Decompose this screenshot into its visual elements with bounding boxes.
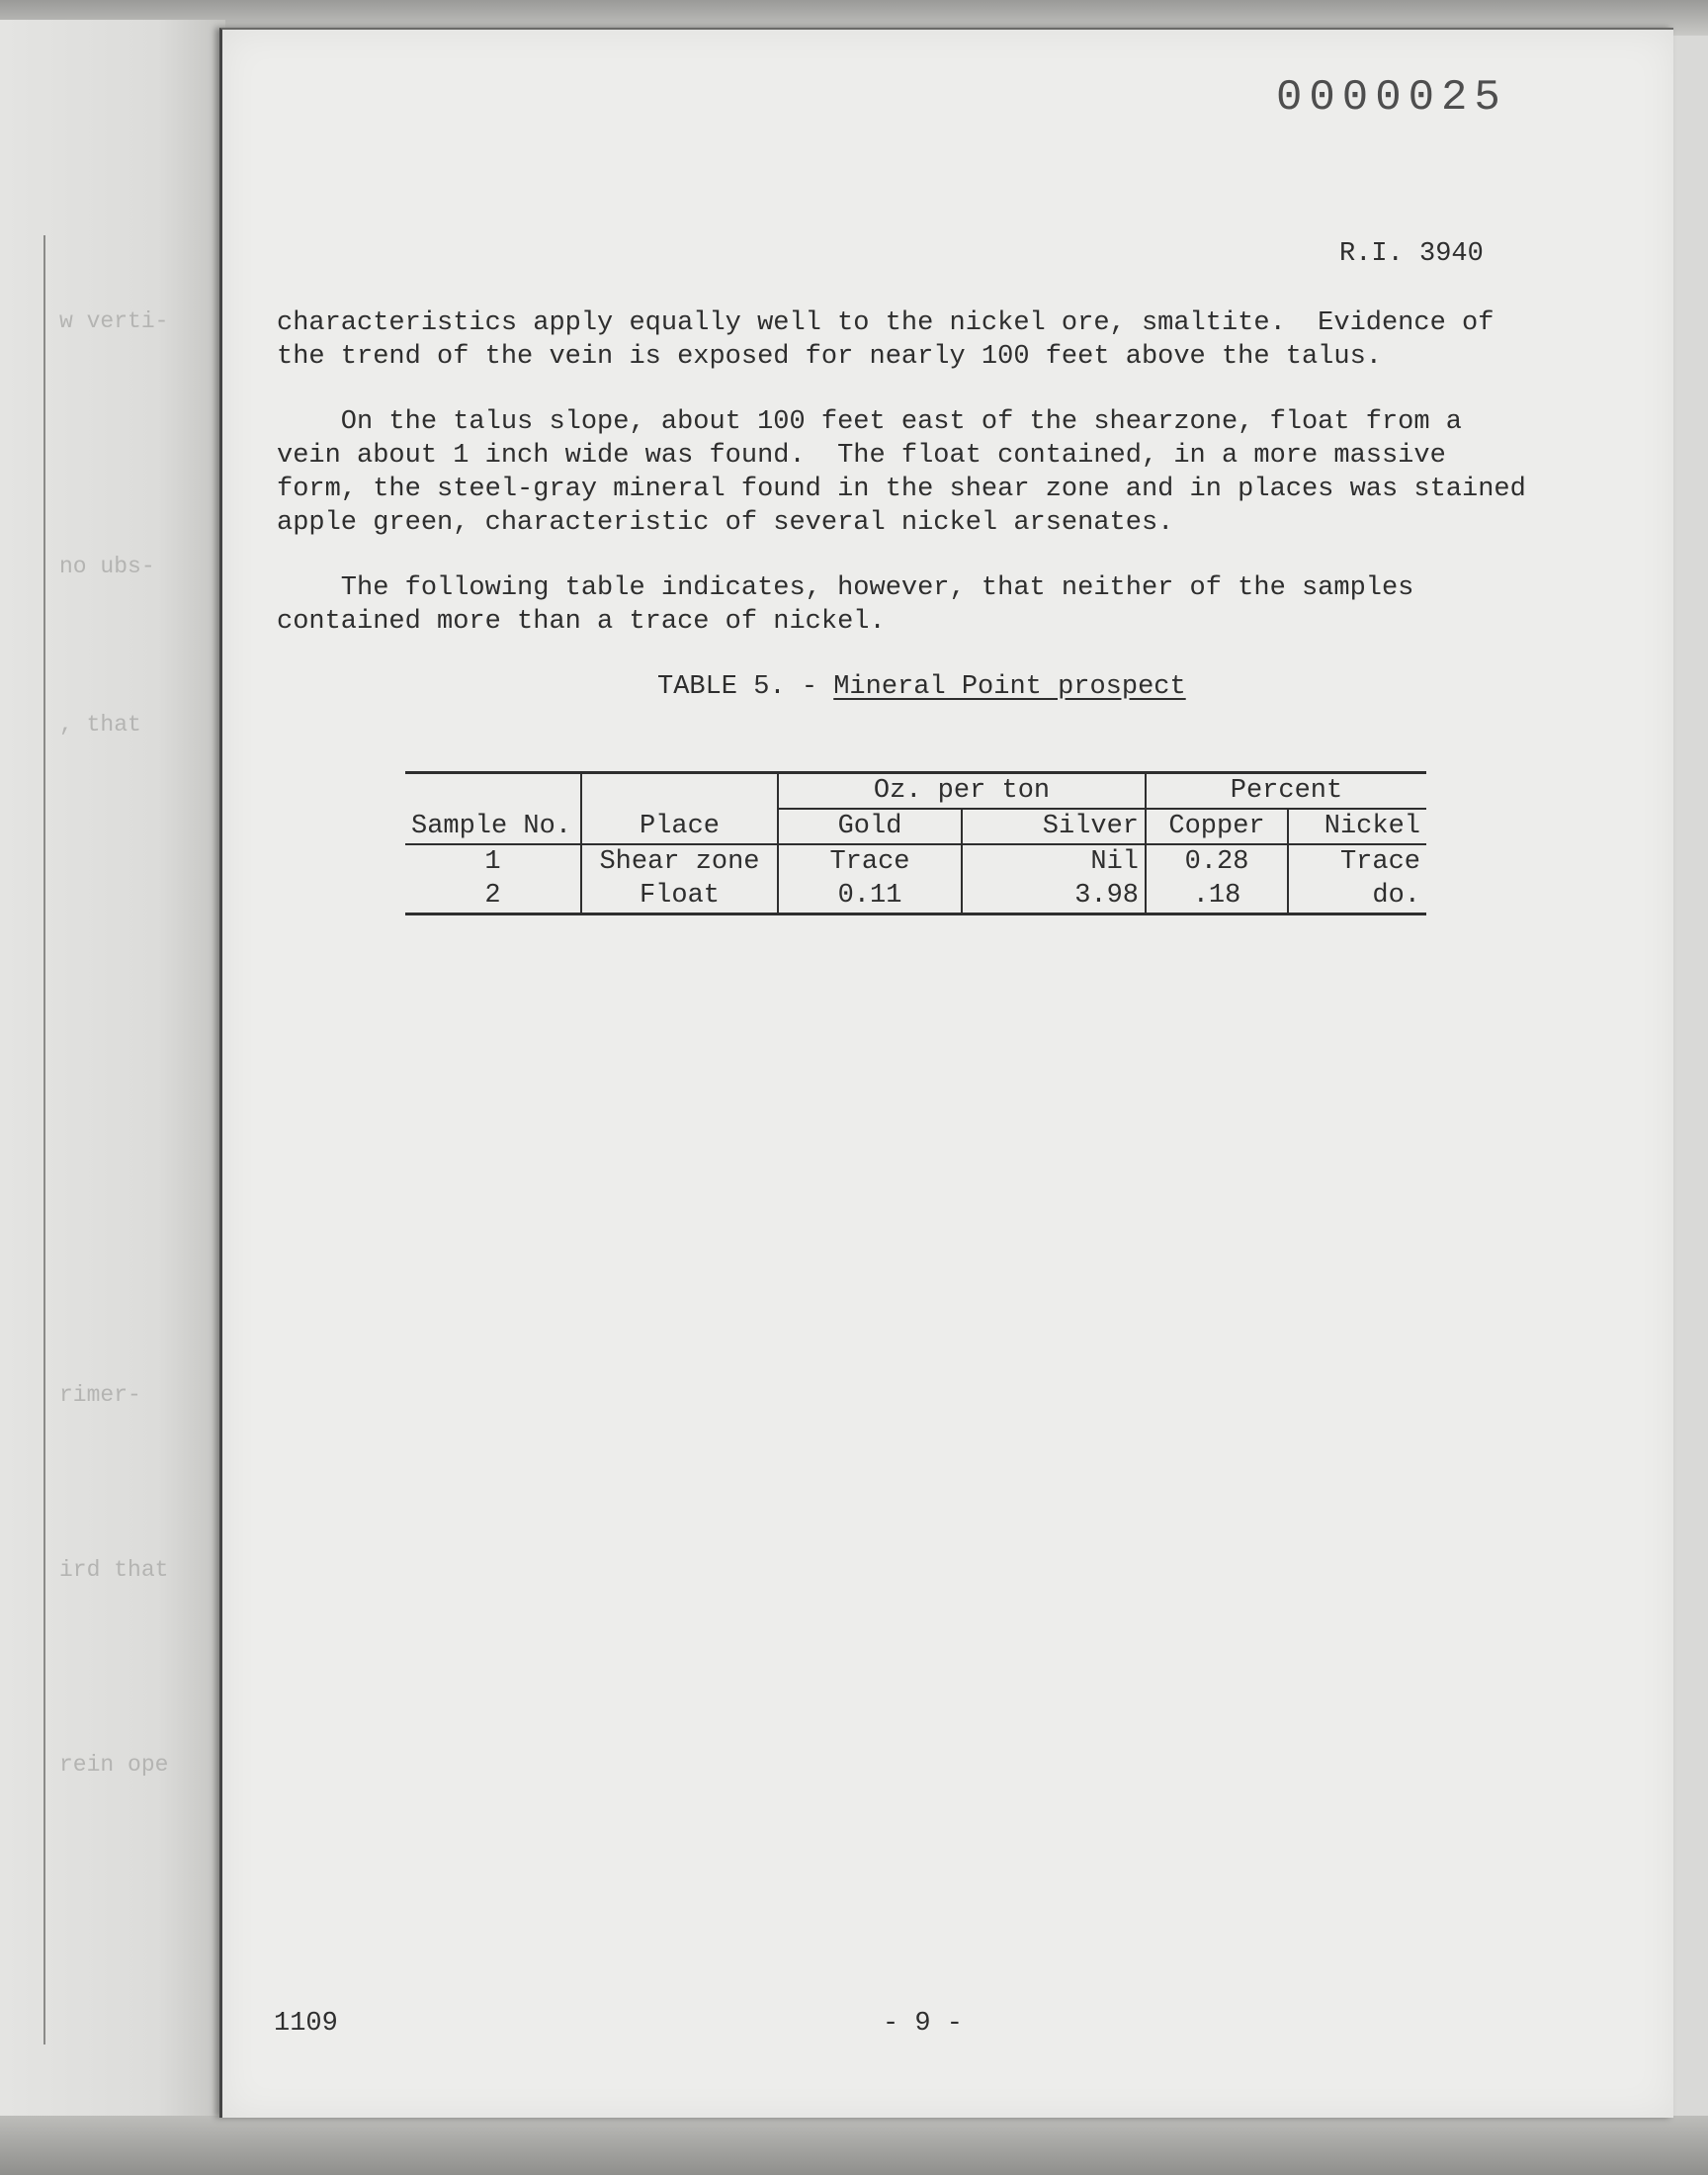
table-row: [405, 879, 1426, 914]
cell-sample-no: 1: [484, 847, 501, 877]
header-oz-per-ton: Oz. per ton: [778, 773, 1146, 810]
scan-bottom-edge: [0, 2116, 1708, 2175]
cell-gold: Trace: [778, 844, 962, 879]
bleed-through-text: , that: [59, 712, 141, 738]
text-line: contained more than a trace of nickel.: [277, 607, 886, 637]
bleed-through-text: w verti-: [59, 308, 169, 334]
cell-place: Float: [581, 879, 778, 914]
text-line: form, the steel-gray mineral found in the shear zone and in places was stained: [277, 475, 1526, 504]
cell-place: Shear zone: [581, 844, 778, 879]
bleed-through-text: rimer-: [59, 1382, 141, 1408]
table-title: [657, 672, 1186, 702]
document-page: [219, 28, 1673, 2118]
text-line: On the talus slope, about 100 feet east of the shearzone, float from a: [277, 407, 1462, 437]
adjacent-page: [0, 20, 225, 2145]
bleed-through-text: no ubs-: [59, 554, 155, 579]
bleed-through-text: rein ope: [59, 1752, 169, 1778]
bleed-through-text: ird that: [59, 1557, 169, 1583]
cell-nickel: do.: [1288, 879, 1426, 914]
cell-nickel: Trace: [1288, 844, 1426, 879]
text-line: the trend of the vein is exposed for nearly 100 feet above the talus.: [277, 342, 1382, 372]
cell-copper: 0.28: [1146, 844, 1288, 879]
assay-table: [405, 771, 1426, 915]
text-line: apple green, characteristic of several nickel arsenates.: [277, 508, 1174, 538]
cell-sample-no: 2: [405, 879, 581, 914]
table-group-header-row: [405, 773, 1426, 810]
paragraph-table-intro: [277, 571, 1631, 639]
paragraph-vein-trend: [277, 306, 1631, 374]
text-line: vein about 1 inch wide was found. The float contained, in a more massive: [277, 441, 1446, 471]
header-gold: Gold: [778, 809, 962, 844]
footer-code: 1109: [274, 2009, 338, 2039]
header-copper: Copper: [1146, 809, 1288, 844]
cell-gold: 0.11: [778, 879, 962, 914]
text-line: The following table indicates, however, that neither of the samples: [277, 573, 1414, 603]
table-title-name: Mineral Point prospect: [833, 672, 1186, 702]
header-percent: Percent: [1146, 773, 1426, 810]
cell-silver: 3.98: [962, 879, 1146, 914]
table-column-header-row: [405, 809, 1426, 844]
header-sample-no: Sample No.: [405, 809, 581, 844]
header-spacer: [581, 773, 778, 810]
header-nickel: Nickel: [1288, 809, 1426, 844]
text-line: characteristics apply equally well to the nickel ore, smaltite. Evidence of: [277, 308, 1494, 338]
cell-copper: .18: [1146, 879, 1288, 914]
document-number: 0000025: [1276, 73, 1507, 123]
adjacent-page-edge: [0, 235, 45, 2044]
report-reference: R.I. 3940: [1339, 239, 1484, 269]
table-row: [405, 844, 1426, 879]
header-silver: Silver: [962, 809, 1146, 844]
cell-silver: Nil: [962, 844, 1146, 879]
paragraph-talus-float: [277, 405, 1631, 540]
header-place: Place: [581, 809, 778, 844]
page-number: - 9 -: [883, 2009, 964, 2039]
table-title-prefix: TABLE 5. -: [657, 672, 834, 702]
header-spacer: [405, 773, 581, 810]
